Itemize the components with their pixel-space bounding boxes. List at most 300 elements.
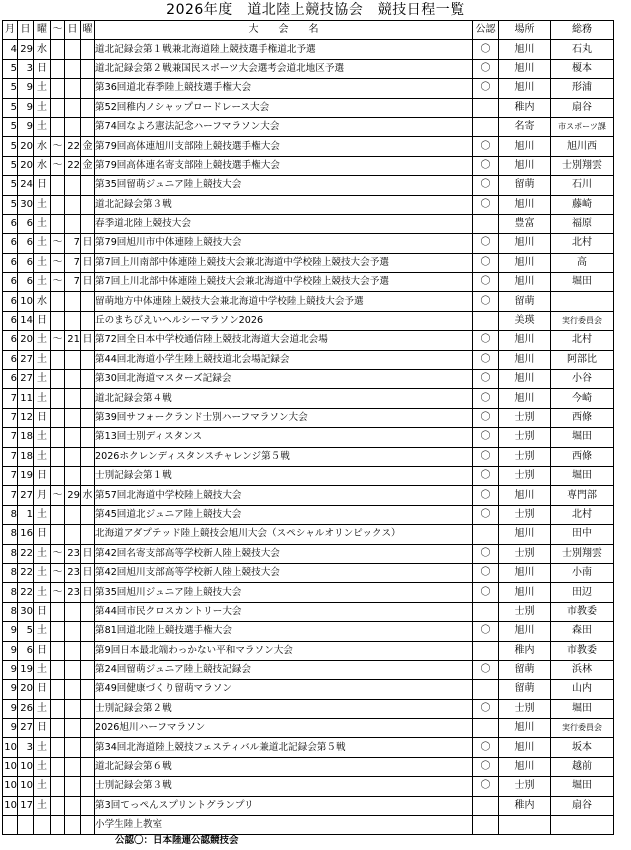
table-row [3,40,614,59]
cell-end-weekday [81,660,95,679]
cell-end-weekday [81,816,95,835]
table-row [3,370,614,389]
cell-weekday: 月 [34,486,51,505]
cell-manager [551,292,614,311]
cell-place: 旭川 [499,719,551,738]
cell-tilde [51,622,65,641]
cell-weekday: 水 [34,292,51,311]
cell-month: 7 [3,408,18,427]
cell-weekday: 土 [34,777,51,796]
cell-day: 12 [18,408,34,427]
cell-event-name: 第79回高体連旭川支部陸上競技選手権大会 [95,137,473,156]
table-row [3,447,614,466]
cell-end-day [65,370,81,389]
cell-place: 旭川 [499,79,551,98]
cell-event-name: 第35回留萌ジュニア陸上競技大会 [95,176,473,195]
cell-tilde [51,738,65,757]
cell-event-name: 道北記録会第１戦兼北海道陸上競技選手権道北予選 [95,40,473,59]
cell-manager: 小谷 [551,370,614,389]
cell-tilde: ～ [51,544,65,563]
cell-event-name: 第45回道北ジュニア陸上競技大会 [95,505,473,524]
cell-manager: 堀田 [551,273,614,292]
cell-official: 〇 [473,505,499,524]
header-place: 場所 [499,21,551,40]
cell-end-day: 23 [65,563,81,582]
cell-weekday: 土 [34,583,51,602]
table-row [3,234,614,253]
cell-end-day [65,602,81,621]
cell-manager: 今崎 [551,389,614,408]
cell-day: 24 [18,176,34,195]
cell-tilde [51,292,65,311]
cell-official [473,719,499,738]
cell-event-name: 第36回道北春季陸上競技選手権大会 [95,79,473,98]
cell-end-weekday [81,777,95,796]
cell-manager: 市教委 [551,602,614,621]
cell-end-weekday [81,176,95,195]
cell-month: 8 [3,525,18,544]
cell-tilde [51,699,65,718]
cell-month: 5 [3,137,18,156]
cell-end-day [65,311,81,330]
header-month: 月 [3,21,18,40]
cell-place: 旭川 [499,331,551,350]
table-header-row [3,21,614,40]
cell-place: 旭川 [499,273,551,292]
cell-end-weekday [81,602,95,621]
cell-end-day [65,641,81,660]
cell-day: 26 [18,699,34,718]
cell-weekday: 水 [34,137,51,156]
table-row [3,738,614,757]
cell-tilde: ～ [51,156,65,175]
cell-official [473,641,499,660]
cell-official: 〇 [473,137,499,156]
cell-month [3,816,18,835]
cell-end-weekday [81,622,95,641]
cell-day: 27 [18,719,34,738]
table-row [3,59,614,78]
cell-tilde [51,777,65,796]
cell-month: 8 [3,602,18,621]
cell-end-weekday [81,525,95,544]
cell-month: 9 [3,622,18,641]
cell-tilde [51,719,65,738]
cell-day: 17 [18,796,34,815]
cell-month: 10 [3,796,18,815]
cell-weekday: 土 [34,79,51,98]
cell-manager: 士別翔雲 [551,156,614,175]
cell-place: 士別 [499,447,551,466]
cell-month: 9 [3,680,18,699]
cell-manager: 石川 [551,176,614,195]
cell-end-weekday [81,370,95,389]
cell-day: 10 [18,292,34,311]
cell-end-day [65,680,81,699]
cell-end-day: 7 [65,253,81,272]
cell-tilde: ～ [51,331,65,350]
cell-place: 豊富 [499,214,551,233]
table-row [3,176,614,195]
cell-end-day [65,447,81,466]
cell-event-name: 士別記録会第１戦 [95,466,473,485]
cell-day: 20 [18,680,34,699]
cell-event-name: 士別記録会第２戦 [95,699,473,718]
cell-month: 6 [3,370,18,389]
cell-event-name: 道北記録会第４戦 [95,389,473,408]
cell-official: 〇 [473,176,499,195]
table-row [3,563,614,582]
cell-end-weekday: 水 [81,486,95,505]
cell-place: 旭川 [499,525,551,544]
cell-manager: 形浦 [551,79,614,98]
cell-event-name: 第42回旭川支部高等学校新人陸上競技大会 [95,563,473,582]
cell-manager: 坂本 [551,738,614,757]
cell-month: 5 [3,117,18,136]
table-row [3,680,614,699]
cell-weekday: 土 [34,699,51,718]
table-row [3,777,614,796]
table-row [3,331,614,350]
cell-weekday: 土 [34,98,51,117]
table-row [3,79,614,98]
cell-tilde [51,525,65,544]
cell-month: 8 [3,583,18,602]
cell-event-name: 春季道北陸上競技大会 [95,214,473,233]
cell-end-day [65,777,81,796]
cell-day: 18 [18,428,34,447]
cell-place: 留萌 [499,292,551,311]
cell-event-name: 第57回北海道中学校陸上競技大会 [95,486,473,505]
schedule-table [2,20,614,835]
cell-place [499,816,551,835]
cell-end-weekday [81,428,95,447]
cell-manager: 扇谷 [551,98,614,117]
cell-place: 旭川 [499,389,551,408]
table-row [3,292,614,311]
cell-weekday: 土 [34,253,51,272]
cell-month: 9 [3,641,18,660]
cell-manager: 北村 [551,234,614,253]
cell-tilde [51,505,65,524]
cell-official: 〇 [473,486,499,505]
cell-manager: 北村 [551,331,614,350]
cell-official: 〇 [473,777,499,796]
cell-official [473,796,499,815]
cell-month: 7 [3,486,18,505]
cell-official [473,98,499,117]
cell-day: 1 [18,505,34,524]
cell-official [473,525,499,544]
cell-end-weekday [81,680,95,699]
cell-tilde [51,40,65,59]
cell-tilde [51,59,65,78]
cell-place: 留萌 [499,660,551,679]
cell-end-weekday [81,408,95,427]
cell-end-day [65,408,81,427]
cell-place: 旭川 [499,234,551,253]
cell-event-name: 第35回旭川ジュニア陸上競技大会 [95,583,473,602]
cell-official: 〇 [473,583,499,602]
cell-end-day [65,214,81,233]
table-row [3,660,614,679]
cell-end-day [65,98,81,117]
cell-month: 6 [3,350,18,369]
cell-official: 〇 [473,738,499,757]
cell-tilde [51,660,65,679]
cell-end-weekday [81,79,95,98]
cell-place: 稚内 [499,796,551,815]
cell-place: 旭川 [499,156,551,175]
cell-day: 30 [18,602,34,621]
table-row [3,311,614,330]
header-manager: 総務 [551,21,614,40]
cell-end-weekday [81,466,95,485]
cell-event-name: 第79回旭川市中体連陸上競技大会 [95,234,473,253]
cell-event-name: 士別記録会第３戦 [95,777,473,796]
cell-tilde [51,389,65,408]
cell-place: 稚内 [499,641,551,660]
cell-place: 旭川 [499,370,551,389]
cell-day: 6 [18,273,34,292]
cell-tilde [51,214,65,233]
cell-end-weekday [81,796,95,815]
cell-weekday: 日 [34,59,51,78]
cell-event-name: 2026旭川ハーフマラソン [95,719,473,738]
cell-official: 〇 [473,331,499,350]
cell-official: 〇 [473,563,499,582]
cell-end-day: 23 [65,544,81,563]
cell-manager: 森田 [551,622,614,641]
table-row [3,156,614,175]
cell-manager: 堀田 [551,699,614,718]
table-row [3,602,614,621]
page-title: 2026年度 道北陸上競技協会 競技日程一覧 [166,2,465,18]
cell-manager: 榎本 [551,59,614,78]
cell-event-name: 第74回なよろ憲法記念ハーフマラソン大会 [95,117,473,136]
cell-event-name: 第79回高体連名寄支部陸上競技選手権大会 [95,156,473,175]
cell-official [473,311,499,330]
cell-tilde: ～ [51,486,65,505]
table-row [3,428,614,447]
cell-day: 9 [18,98,34,117]
cell-end-day [65,816,81,835]
table-row [3,389,614,408]
cell-tilde [51,408,65,427]
cell-weekday: 日 [34,641,51,660]
cell-end-weekday: 日 [81,583,95,602]
cell-weekday: 土 [34,214,51,233]
cell-day [18,816,34,835]
cell-end-day [65,660,81,679]
table-row [3,622,614,641]
cell-end-weekday [81,738,95,757]
cell-end-day [65,699,81,718]
cell-manager: 小南 [551,563,614,582]
cell-end-weekday [81,98,95,117]
cell-tilde [51,641,65,660]
cell-month: 10 [3,738,18,757]
cell-end-weekday [81,117,95,136]
cell-manager: 実行委員会 [551,719,614,738]
table-row [3,641,614,660]
cell-day: 18 [18,447,34,466]
cell-tilde [51,117,65,136]
cell-day: 5 [18,622,34,641]
cell-tilde [51,176,65,195]
cell-month: 8 [3,563,18,582]
cell-end-weekday [81,214,95,233]
cell-manager: 田中 [551,525,614,544]
cell-end-day [65,350,81,369]
cell-manager: 田辺 [551,583,614,602]
cell-manager: 旭川西 [551,137,614,156]
cell-manager: 浜林 [551,660,614,679]
cell-tilde: ～ [51,234,65,253]
cell-end-weekday: 金 [81,137,95,156]
cell-month: 7 [3,389,18,408]
cell-event-name: 第39回サフォークランド士別ハーフマラソン大会 [95,408,473,427]
cell-manager: 専門部 [551,486,614,505]
cell-place: 士別 [499,777,551,796]
cell-end-weekday: 日 [81,273,95,292]
table-row [3,253,614,272]
cell-event-name: 第7回上川南部中体連陸上競技大会兼北海道中学校陸上競技大会予選 [95,253,473,272]
cell-end-day [65,59,81,78]
header-event-name: 大 会 名 [95,21,473,40]
cell-weekday: 土 [34,350,51,369]
cell-tilde [51,428,65,447]
cell-weekday: 土 [34,505,51,524]
cell-official [473,680,499,699]
cell-end-day [65,195,81,214]
cell-place: 旭川 [499,622,551,641]
cell-month: 6 [3,214,18,233]
cell-month: 6 [3,253,18,272]
cell-month: 5 [3,195,18,214]
cell-event-name: 第7回上川北部中体連陸上競技大会兼北海道中学校陸上競技大会予選 [95,273,473,292]
table-row [3,214,614,233]
cell-official: 〇 [473,40,499,59]
cell-weekday: 土 [34,117,51,136]
cell-month: 5 [3,176,18,195]
cell-weekday: 土 [34,331,51,350]
header-day: 日 [18,21,34,40]
cell-tilde [51,680,65,699]
cell-manager: 士別翔雲 [551,544,614,563]
cell-month: 7 [3,428,18,447]
cell-official: 〇 [473,447,499,466]
cell-end-day [65,796,81,815]
cell-day: 20 [18,331,34,350]
cell-end-day: 7 [65,234,81,253]
cell-tilde [51,370,65,389]
cell-end-weekday: 日 [81,234,95,253]
table-row [3,699,614,718]
header-weekday: 曜 [34,21,51,40]
cell-tilde [51,447,65,466]
cell-tilde: ～ [51,137,65,156]
cell-weekday: 土 [34,370,51,389]
table-row [3,408,614,427]
cell-month: 9 [3,719,18,738]
cell-end-day [65,719,81,738]
cell-place: 士別 [499,505,551,524]
cell-tilde: ～ [51,273,65,292]
cell-end-day [65,505,81,524]
cell-end-weekday [81,505,95,524]
cell-event-name: 丘のまちびえいヘルシーマラソン2026 [95,311,473,330]
cell-weekday: 日 [34,602,51,621]
cell-place: 士別 [499,466,551,485]
cell-month: 9 [3,699,18,718]
cell-event-name: 北海道アダプテッド陸上競技会旭川大会（スペシャルオリンピックス） [95,525,473,544]
cell-end-weekday [81,195,95,214]
cell-place: 旭川 [499,195,551,214]
cell-end-weekday [81,719,95,738]
cell-end-weekday [81,59,95,78]
cell-end-day [65,757,81,776]
cell-official [473,214,499,233]
cell-weekday: 土 [34,428,51,447]
cell-weekday: 日 [34,680,51,699]
cell-event-name: 第34回北海道陸上競技フェスティバル兼道北記録会第５戦 [95,738,473,757]
cell-end-weekday [81,292,95,311]
table-row [3,796,614,815]
cell-official [473,602,499,621]
cell-end-day [65,738,81,757]
cell-weekday: 土 [34,273,51,292]
cell-day: 19 [18,660,34,679]
cell-end-day: 29 [65,486,81,505]
cell-day: 16 [18,525,34,544]
cell-official: 〇 [473,699,499,718]
cell-weekday: 日 [34,525,51,544]
header-end-weekday: 曜 [81,21,95,40]
cell-event-name: 小学生陸上教室 [95,816,473,835]
cell-event-name: 第52回稚内ノシャップロードレース大会 [95,98,473,117]
cell-official: 〇 [473,79,499,98]
cell-month: 5 [3,59,18,78]
cell-manager: 山内 [551,680,614,699]
cell-tilde [51,796,65,815]
cell-tilde [51,350,65,369]
cell-tilde: ～ [51,253,65,272]
cell-day: 11 [18,389,34,408]
cell-day: 22 [18,563,34,582]
cell-weekday: 水 [34,156,51,175]
cell-event-name: 道北記録会第６戦 [95,757,473,776]
cell-manager: 堀田 [551,428,614,447]
cell-weekday: 土 [34,757,51,776]
cell-manager: 高 [551,253,614,272]
cell-tilde [51,757,65,776]
cell-day: 9 [18,117,34,136]
cell-tilde [51,602,65,621]
cell-event-name: 第44回市民クロスカントリー大会 [95,602,473,621]
cell-month: 10 [3,757,18,776]
cell-official: 〇 [473,622,499,641]
cell-place: 旭川 [499,253,551,272]
cell-event-name: 第3回てっぺんスプリントグランプリ [95,796,473,815]
cell-event-name: 道北記録会第２戦兼国民スポーツ大会選考会道北地区予選 [95,59,473,78]
header-official: 公認 [473,21,499,40]
cell-month: 5 [3,98,18,117]
cell-weekday: 日 [34,466,51,485]
cell-end-day: 21 [65,331,81,350]
cell-official: 〇 [473,466,499,485]
cell-event-name: 2026ホクレンディスタンスチャレンジ第５戦 [95,447,473,466]
